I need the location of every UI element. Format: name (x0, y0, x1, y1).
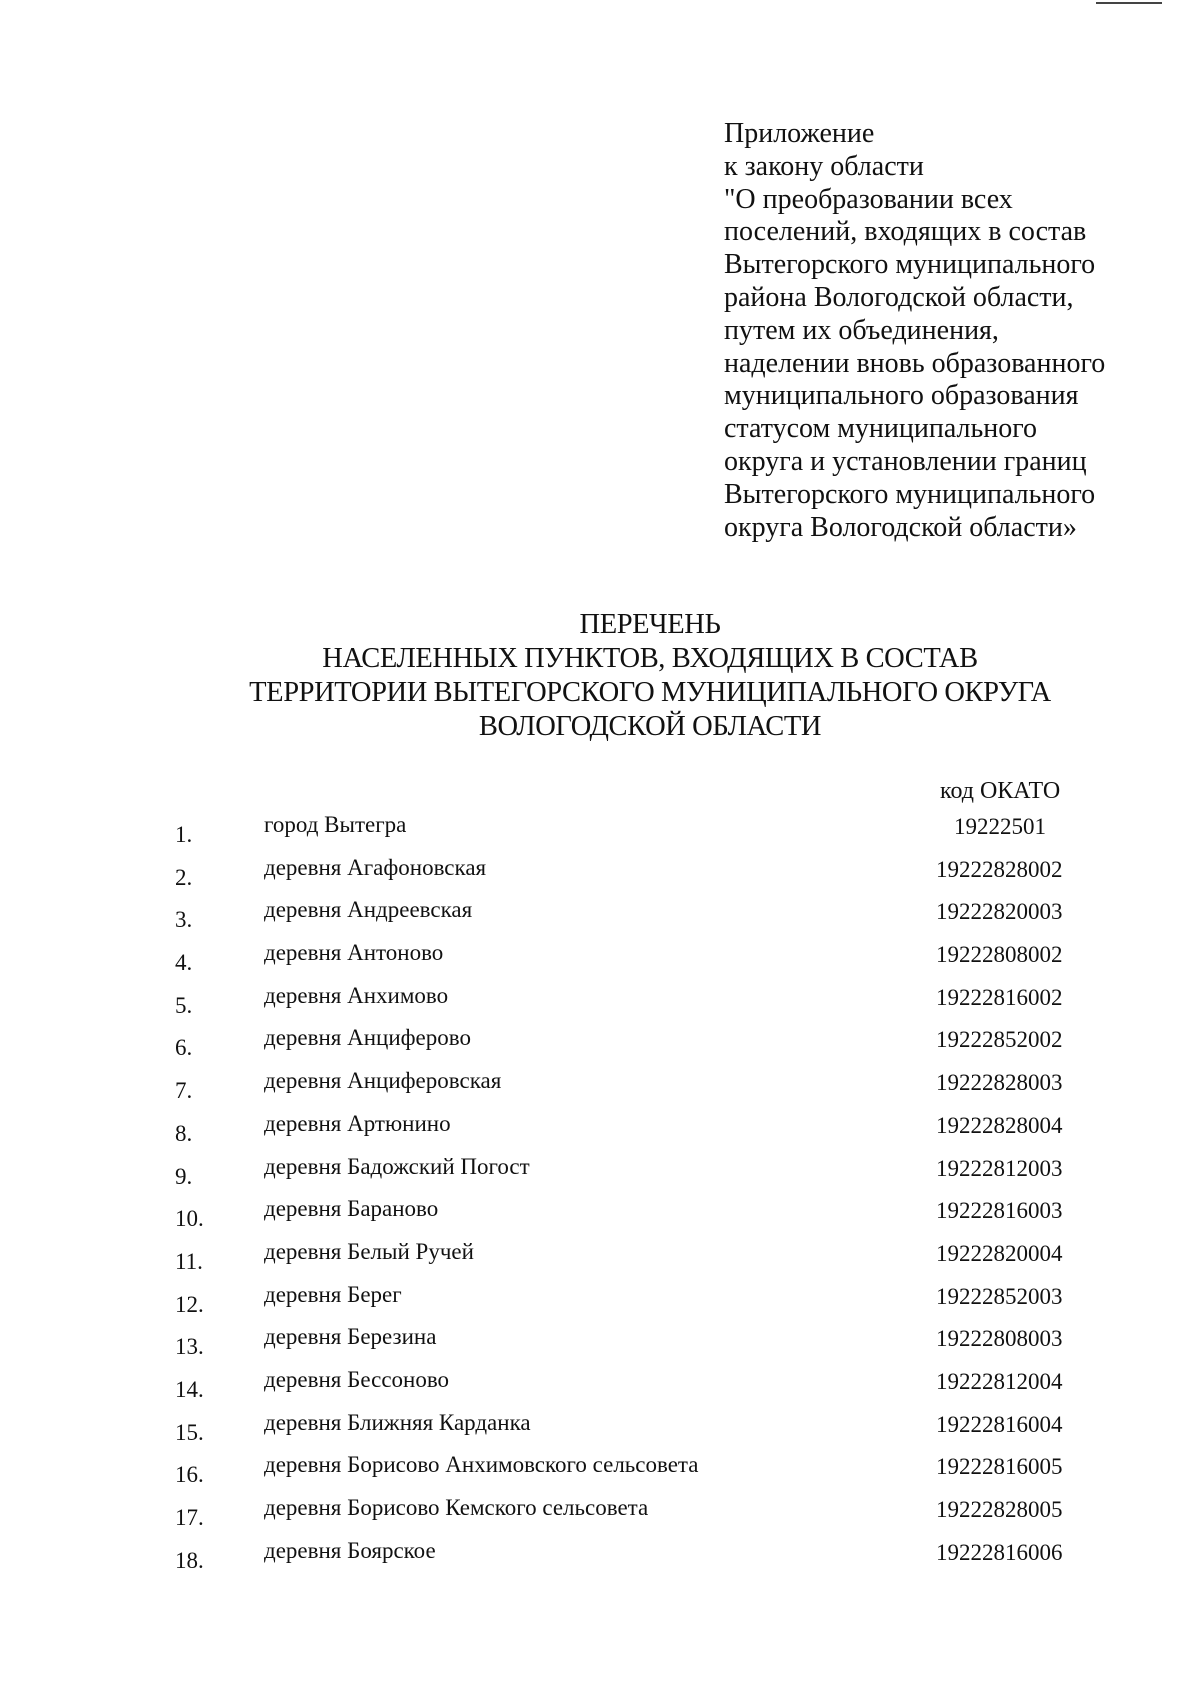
settlement-name: деревня Андреевская (264, 897, 473, 923)
row-number: 18. (175, 1547, 204, 1573)
appendix-line: Вытегорского муниципального (724, 478, 1096, 510)
appendix-line: муниципального образования (724, 380, 1079, 412)
settlement-name: деревня Бессоново (264, 1366, 450, 1392)
list-row (0, 1023, 1200, 1066)
heading-line: ТЕРРИТОРИИ ВЫТЕГОРСКОГО МУНИЦИПАЛЬНОГО ОКРУГА (249, 677, 1051, 708)
document-heading (0, 608, 1200, 744)
list-row (0, 1109, 1200, 1152)
row-number: 10. (175, 1206, 204, 1232)
row-number: 12. (175, 1291, 204, 1317)
okato-code: 19222816002 (936, 984, 1063, 1010)
settlement-name: деревня Бараново (264, 1196, 439, 1222)
settlement-name: деревня Анциферово (264, 1025, 471, 1051)
settlement-name: деревня Артюнино (264, 1110, 451, 1136)
appendix-line: "О преобразовании всех (724, 183, 1013, 215)
list-row (0, 853, 1200, 896)
settlement-name: деревня Анциферовская (264, 1068, 502, 1094)
row-number: 13. (175, 1334, 204, 1360)
okato-code: 19222828005 (936, 1497, 1063, 1522)
okato-code: 19222816006 (936, 1539, 1063, 1565)
list-row (0, 1450, 1200, 1493)
appendix-line: к закону области (724, 150, 924, 182)
settlement-name: деревня Боярское (264, 1537, 436, 1563)
okato-code: 19222812004 (936, 1368, 1063, 1394)
appendix-line: Приложение (724, 118, 875, 149)
list-row (0, 1237, 1200, 1280)
okato-code: 19222816004 (936, 1411, 1063, 1437)
okato-code: 19222828004 (936, 1112, 1063, 1138)
row-number: 17. (175, 1505, 204, 1530)
okato-code: 19222852003 (936, 1283, 1063, 1309)
list-row (0, 1493, 1200, 1536)
appendix-line: Вытегорского муниципального (724, 249, 1096, 281)
row-number: 8. (175, 1120, 193, 1146)
settlement-name: деревня Бадожский Погост (264, 1153, 530, 1179)
list-row (0, 1408, 1200, 1451)
list-row (0, 1280, 1200, 1323)
row-number: 9. (175, 1163, 193, 1189)
list-row (0, 1322, 1200, 1365)
list-row (0, 938, 1200, 981)
row-number: 6. (175, 1035, 193, 1061)
okato-code: 19222852002 (936, 1027, 1063, 1053)
appendix-line: округа Вологодской области» (724, 511, 1077, 543)
settlement-name: деревня Борисово Анхимовского сельсовета (264, 1452, 699, 1478)
list-row (0, 1152, 1200, 1195)
appendix-line: путем их объединения, (724, 314, 999, 346)
okato-code: 19222816003 (936, 1198, 1063, 1224)
appendix-line: статусом муниципального (724, 413, 1038, 445)
settlement-name: деревня Анхимово (264, 982, 449, 1008)
appendix-line: района Вологодской области, (724, 281, 1074, 313)
okato-code: 19222820003 (936, 899, 1063, 925)
okato-column-header: код ОКАТО (940, 778, 1061, 804)
heading-line: ВОЛОГОДСКОЙ ОБЛАСТИ (478, 711, 822, 742)
row-number: 3. (175, 907, 193, 933)
list-row (0, 1066, 1200, 1109)
appendix-line: наделении вновь образованного (724, 347, 1106, 379)
settlement-name: деревня Борисово Кемского сельсовета (264, 1495, 649, 1520)
settlement-list (0, 810, 1200, 1578)
okato-code: 19222816005 (936, 1454, 1063, 1480)
list-row (0, 895, 1200, 938)
settlement-name: деревня Белый Ручей (264, 1238, 474, 1264)
appendix-line: округа и установлении границ (724, 445, 1087, 477)
row-number: 11. (175, 1248, 203, 1274)
settlement-name: деревня Березина (264, 1324, 437, 1350)
row-number: 5. (175, 992, 193, 1018)
okato-code: 19222812003 (936, 1155, 1063, 1181)
okato-code: 19222820004 (936, 1240, 1063, 1266)
settlement-name: деревня Ближняя Карданка (264, 1409, 531, 1435)
appendix-line: поселений, входящих в состав (724, 216, 1087, 248)
list-row (0, 1194, 1200, 1237)
row-number: 14. (175, 1376, 204, 1402)
appendix-block (724, 118, 1174, 544)
list-row (0, 981, 1200, 1024)
list-row (0, 1536, 1200, 1579)
corner-mark (1096, 2, 1162, 4)
list-row (0, 1365, 1200, 1408)
row-number: 4. (175, 950, 193, 976)
heading-line: НАСЕЛЕННЫХ ПУНКТОВ, ВХОДЯЩИХ В СОСТАВ (322, 643, 978, 674)
settlement-name: деревня Антоново (264, 940, 444, 966)
okato-code: 19222828002 (936, 856, 1063, 882)
settlement-name: деревня Агафоновская (264, 854, 487, 880)
okato-code: 19222808003 (936, 1326, 1063, 1352)
row-number: 2. (175, 864, 193, 890)
list-row (0, 810, 1200, 853)
settlement-name: город Вытегра (264, 812, 407, 837)
okato-code: 19222501 (954, 814, 1046, 839)
row-number: 15. (175, 1419, 204, 1445)
settlement-name: деревня Берег (264, 1281, 402, 1307)
okato-code: 19222808002 (936, 942, 1063, 968)
row-number: 1. (175, 822, 193, 847)
row-number: 16. (175, 1462, 204, 1488)
row-number: 7. (175, 1078, 193, 1104)
okato-code: 19222828003 (936, 1070, 1063, 1096)
heading-title: ПЕРЕЧЕНЬ (579, 609, 721, 640)
